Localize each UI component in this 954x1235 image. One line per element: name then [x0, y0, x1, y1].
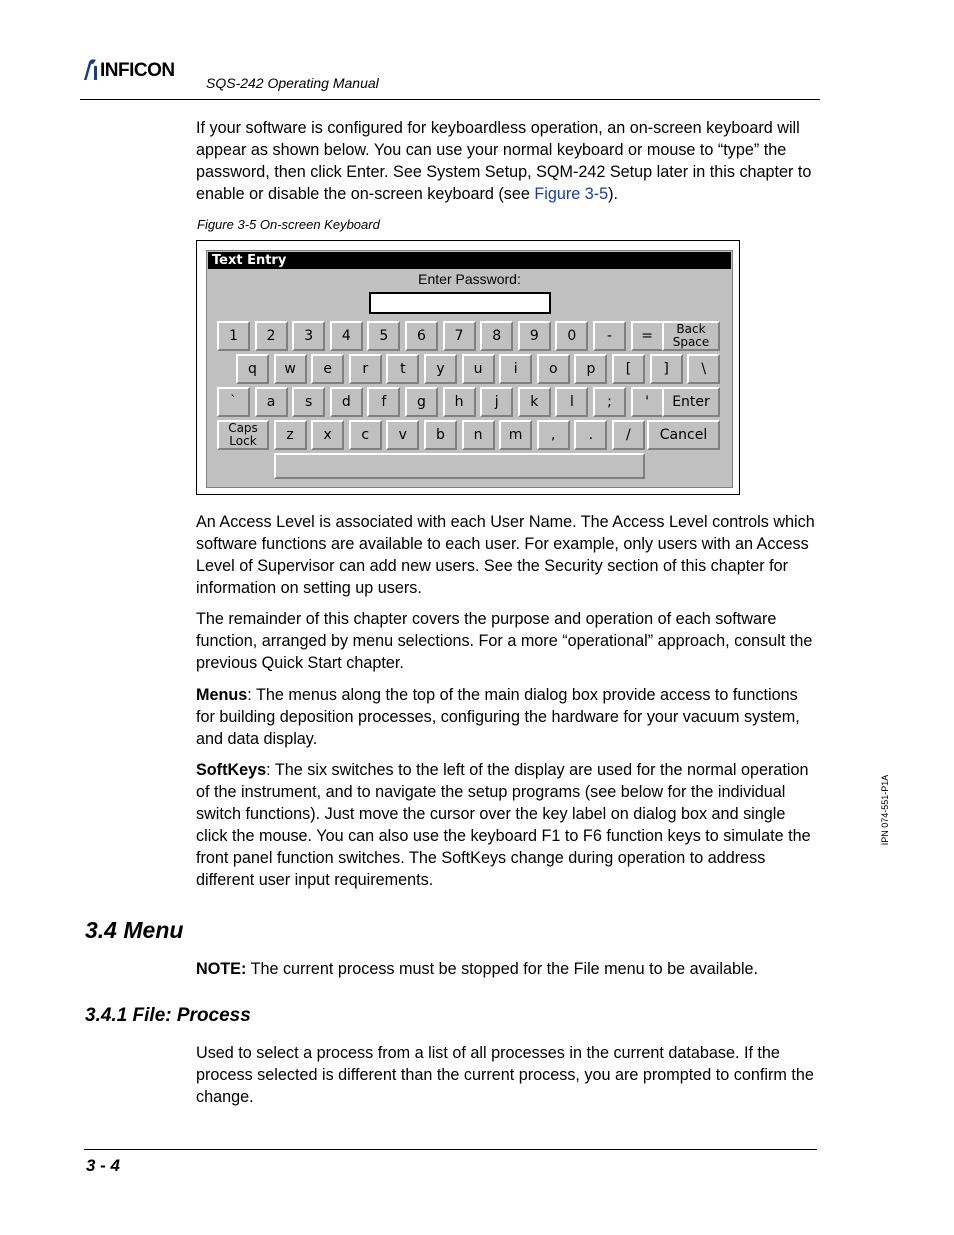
key[interactable]: s: [292, 387, 325, 417]
key[interactable]: z: [274, 420, 307, 450]
key[interactable]: o: [537, 354, 570, 384]
file-process-paragraph: Used to select a process from a list of all processes in the current database. If the process selected is different than the current process, you are prompted to confirm the change.: [196, 1044, 814, 1106]
softkeys-label: SoftKeys: [196, 761, 267, 779]
key[interactable]: r: [349, 354, 382, 384]
key[interactable]: i: [499, 354, 532, 384]
key[interactable]: ': [631, 387, 664, 417]
key[interactable]: t: [386, 354, 419, 384]
key[interactable]: w: [274, 354, 307, 384]
key[interactable]: j: [480, 387, 513, 417]
key[interactable]: \: [687, 354, 720, 384]
menus-label: Menus: [196, 686, 248, 704]
key[interactable]: 5: [367, 321, 400, 351]
key[interactable]: =: [631, 321, 664, 351]
key[interactable]: 3: [292, 321, 325, 351]
header-rule: [80, 99, 820, 100]
key[interactable]: l: [555, 387, 588, 417]
inficon-logo: INFICON: [100, 60, 175, 81]
key[interactable]: `: [217, 387, 250, 417]
access-level-paragraph: An Access Level is associated with each User Name. The Access Level controls which software functions are available to each user. For example, only users with an Access Level of Supervisor can add new users. See the Security section of this chapter for information on setting up users.: [196, 513, 815, 597]
key[interactable]: /: [612, 420, 645, 450]
figure-caption: Figure 3-5 On-screen Keyboard: [197, 217, 380, 232]
key[interactable]: v: [386, 420, 419, 450]
key[interactable]: Caps Lock: [217, 420, 269, 450]
key[interactable]: Back Space: [662, 321, 720, 351]
key[interactable]: c: [349, 420, 382, 450]
key[interactable]: 6: [405, 321, 438, 351]
softkeys-paragraph: SoftKeys: The six switches to the left of the display are used for the normal operation of the instrument, and to navigate the setup programs (see below for the individual switch functions). Just move the cursor over the key label on dialog box and single click the mouse. You can also use the keyboard F1 to F6 function keys to simulate the front panel function switches. The SoftKeys change during operation to address different user input requirements.: [196, 761, 811, 889]
key[interactable]: x: [311, 420, 344, 450]
key[interactable]: 0: [555, 321, 588, 351]
key[interactable]: k: [518, 387, 551, 417]
footer-rule: [84, 1149, 817, 1150]
note-label: NOTE:: [196, 960, 247, 978]
key[interactable]: b: [424, 420, 457, 450]
key[interactable]: n: [462, 420, 495, 450]
key[interactable]: m: [499, 420, 532, 450]
key[interactable]: u: [462, 354, 495, 384]
subsection-heading: 3.4.1 File: Process: [85, 1005, 251, 1026]
key[interactable]: 9: [518, 321, 551, 351]
key[interactable]: y: [424, 354, 457, 384]
menus-paragraph: Menus: The menus along the top of the main dialog box provide access to functions for building deposition processes, configuring the hardware for your vacuum system, and data display.: [196, 686, 800, 748]
key[interactable]: [: [612, 354, 645, 384]
key[interactable]: f: [367, 387, 400, 417]
key[interactable]: h: [443, 387, 476, 417]
ipn-label: IPN 074-551-P1A: [880, 774, 890, 846]
password-prompt: Enter Password:: [418, 271, 521, 287]
key[interactable]: ;: [593, 387, 626, 417]
key[interactable]: e: [311, 354, 344, 384]
password-input[interactable]: [369, 292, 551, 314]
page-number: 3 - 4: [86, 1156, 121, 1175]
key[interactable]: ,: [537, 420, 570, 450]
key[interactable]: Cancel: [647, 420, 720, 450]
key[interactable]: Enter: [662, 387, 720, 417]
key[interactable]: .: [574, 420, 607, 450]
key[interactable]: d: [330, 387, 363, 417]
text-entry-dialog: [206, 250, 733, 488]
key[interactable]: q: [236, 354, 269, 384]
key[interactable]: g: [405, 387, 438, 417]
key[interactable]: 8: [480, 321, 513, 351]
key[interactable]: ]: [650, 354, 683, 384]
manual-title: SQS-242 Operating Manual: [206, 75, 379, 91]
key[interactable]: 1: [217, 321, 250, 351]
key[interactable]: p: [574, 354, 607, 384]
note-paragraph: NOTE: The current process must be stopped for the File menu to be available.: [196, 960, 759, 978]
key[interactable]: a: [255, 387, 288, 417]
key[interactable]: 2: [255, 321, 288, 351]
key[interactable]: 4: [330, 321, 363, 351]
remainder-paragraph: The remainder of this chapter covers the purpose and operation of each software function, arranged by menu selections. For a more “operational” approach, consult the previous Quick Start chapter.: [196, 610, 813, 672]
figure-3-5-link[interactable]: Figure 3-5: [534, 185, 609, 203]
section-heading: 3.4 Menu: [85, 917, 184, 943]
key[interactable]: -: [593, 321, 626, 351]
inficon-logo-icon: [80, 58, 102, 82]
key[interactable]: 7: [443, 321, 476, 351]
dialog-title: Text Entry: [208, 252, 731, 269]
space-bar[interactable]: [274, 453, 645, 479]
intro-paragraph: If your software is configured for keyboardless operation, an on-screen keyboard will appear as shown below. You can use your normal keyboard or mouse to “type” the password, then click Enter. See System Setup, SQM-242 Setup later in this chapter to enable or disable the on-screen keyboard (see Figure 3-5).: [196, 119, 812, 203]
